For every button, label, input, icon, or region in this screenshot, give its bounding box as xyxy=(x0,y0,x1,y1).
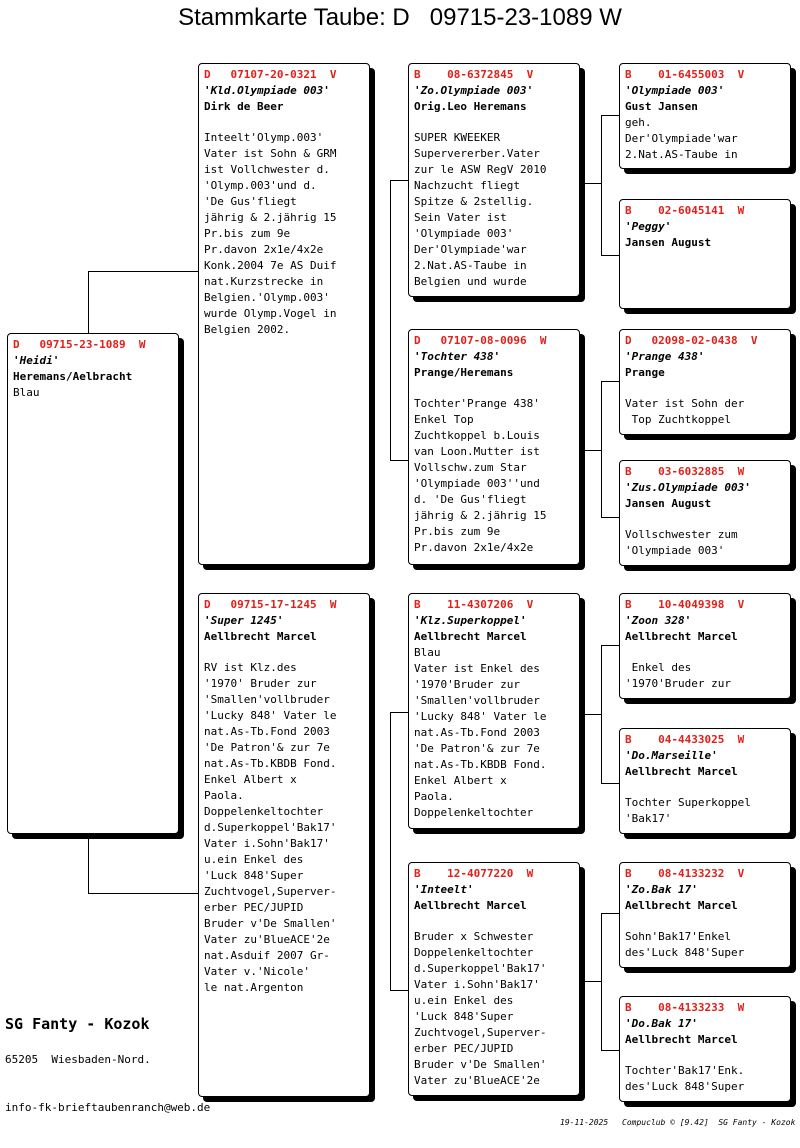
note-line: Blau xyxy=(13,386,40,399)
note-line: 'Luck 848'Super xyxy=(414,1010,514,1023)
note-line: Tochter'Prange 438' xyxy=(414,397,540,410)
connector-line xyxy=(390,180,410,181)
note-line: des'Luck 848'Super xyxy=(625,946,745,959)
spacer xyxy=(414,381,574,396)
note-line: Spitze & 2stellig. xyxy=(414,195,534,208)
ring-number: B 03-6032885 W xyxy=(625,465,745,478)
owner-name: Gust Jansen xyxy=(625,100,698,113)
note-line: geh. xyxy=(625,116,652,129)
ring-number: B 10-4049398 V xyxy=(625,598,745,611)
connector-line xyxy=(390,460,410,461)
owner-name: Aellbrecht Marcel xyxy=(625,765,738,778)
note-line: erber PEC/JUPID xyxy=(414,1042,514,1055)
note-line: d.Superkoppel'Bak17' xyxy=(204,821,337,834)
owner-name: Orig.Leo Heremans xyxy=(414,100,527,113)
ring-number: B 08-4133233 W xyxy=(625,1001,745,1014)
pigeon-card-mfm[interactable] xyxy=(619,728,791,834)
note-line: Doppelenkeltochter xyxy=(414,806,534,819)
pigeon-name: 'Peggy' xyxy=(625,220,672,233)
owner-name: Heremans/Aelbracht xyxy=(13,370,133,383)
note-line: d. 'De Gus'fliegt xyxy=(414,493,527,506)
spacer xyxy=(204,645,364,660)
note-line: van Loon.Mutter ist xyxy=(414,445,540,458)
pigeon-name: 'Do.Bak 17' xyxy=(625,1017,698,1030)
note-line: Top Zuchtkoppel xyxy=(625,413,731,426)
note-line: le nat.Argenton xyxy=(204,981,304,994)
note-line: 'Lucky 848' Vater le xyxy=(414,710,547,723)
note-line: Belgien.'Olymp.003' xyxy=(204,291,330,304)
connector-line xyxy=(601,645,621,646)
owner-name: Aellbrecht Marcel xyxy=(625,1033,738,1046)
note-line: nat.As-Tb.Fond 2003 xyxy=(204,725,330,738)
ring-number: D 09715-23-1089 W xyxy=(13,338,146,351)
note-line: Bruder v'De Smallen' xyxy=(204,917,337,930)
ring-number: B 04-4433025 W xyxy=(625,733,745,746)
note-line: Vater zu'BlueACE'2e xyxy=(204,933,330,946)
note-line: Bruder v'De Smallen' xyxy=(414,1058,547,1071)
connector-line xyxy=(390,712,410,713)
pigeon-card-fmf[interactable] xyxy=(619,329,791,435)
pigeon-name: 'Super 1245' xyxy=(204,614,284,627)
pigeon-card-mff[interactable] xyxy=(619,593,791,699)
note-line: Zuchtkoppel b.Louis xyxy=(414,429,540,442)
pigeon-name: 'Klz.Superkoppel' xyxy=(414,614,527,627)
note-line: Tochter'Bak17'Enk. xyxy=(625,1064,745,1077)
pigeon-card-father[interactable] xyxy=(198,63,370,565)
pigeon-name: 'Tochter 438' xyxy=(414,350,501,363)
note-line: Supervererber.Vater xyxy=(414,147,540,160)
note-line: Inteelt'Olymp.003' xyxy=(204,131,324,144)
connector-line xyxy=(390,180,391,461)
note-line: wurde Olymp.Vogel in xyxy=(204,307,337,320)
note-line: Vater ist Sohn & GRM xyxy=(204,147,337,160)
pigeon-name: 'Zo.Olympiade 003' xyxy=(414,84,534,97)
note-line: jährig & 2.jährig 15 xyxy=(414,509,547,522)
note-line: Der'Olympiade'war xyxy=(414,243,527,256)
note-line: 'Luck 848'Super xyxy=(204,869,304,882)
owner-name: Prange/Heremans xyxy=(414,366,514,379)
spacer xyxy=(625,645,785,660)
note-line: Enkel Albert x xyxy=(204,773,297,786)
spacer xyxy=(625,251,785,266)
pigeon-card-mother-father[interactable] xyxy=(408,593,580,829)
connector-line xyxy=(601,913,602,1051)
note-line: nat.As-Tb.Fond 2003 xyxy=(414,726,540,739)
note-line: Paola. xyxy=(204,789,244,802)
note-line: erber PEC/JUPID xyxy=(204,901,304,914)
owner-name: Aellbrecht Marcel xyxy=(625,630,738,643)
connector-line xyxy=(601,381,602,518)
ring-number: B 08-4133232 V xyxy=(625,867,745,880)
pigeon-name: 'Heidi' xyxy=(13,354,60,367)
owner-name: Prange xyxy=(625,366,665,379)
pigeon-name: 'Zo.Bak 17' xyxy=(625,883,698,896)
note-line: SUPER KWEEKER xyxy=(414,131,501,144)
pigeon-name: 'Kld.Olympiade 003' xyxy=(204,84,330,97)
pigeon-card-ffm[interactable] xyxy=(619,199,791,309)
owner-name: Aellbrecht Marcel xyxy=(414,899,527,912)
note-line: 'Olympiade 003' xyxy=(414,227,514,240)
note-line: Zuchtvogel,Superver- xyxy=(204,885,337,898)
note-line: u.ein Enkel des xyxy=(204,853,304,866)
connector-line xyxy=(580,183,601,184)
pigeon-card-mmf[interactable] xyxy=(619,862,791,968)
connector-line xyxy=(390,990,410,991)
note-line: nat.As-Tb.KBDB Fond. xyxy=(204,757,337,770)
spacer xyxy=(625,1048,785,1063)
note-line: des'Luck 848'Super xyxy=(625,1080,745,1093)
spacer xyxy=(625,381,785,396)
connector-line xyxy=(580,714,601,715)
note-line: 'Smallen'vollbruder xyxy=(414,694,540,707)
owner-name: Aellbrecht Marcel xyxy=(204,630,317,643)
pigeon-name: 'Zus.Olympiade 003' xyxy=(625,481,751,494)
note-line: Vollschwester zum xyxy=(625,528,738,541)
pigeon-card-subject[interactable] xyxy=(7,333,179,834)
connector-line xyxy=(390,712,391,991)
note-line: Der'Olympiade'war xyxy=(625,132,738,145)
spacer xyxy=(625,914,785,929)
connector-line xyxy=(88,271,200,272)
owner-name: Dirk de Beer xyxy=(204,100,284,113)
note-line: Konk.2004 7e AS Duif xyxy=(204,259,337,272)
note-line: nat.Asduif 2007 Gr- xyxy=(204,949,330,962)
note-line: 'De Patron'& zur 7e xyxy=(204,741,330,754)
note-line: 2.Nat.AS-Taube in xyxy=(625,148,738,161)
note-line: 'Olymp.003'und d. xyxy=(204,179,317,192)
note-line: Doppelenkeltochter xyxy=(204,805,324,818)
pigeon-card-mother-mother[interactable] xyxy=(408,862,580,1096)
owner-name: Aellbrecht Marcel xyxy=(625,899,738,912)
connector-line xyxy=(601,783,621,784)
ring-number: B 08-6372845 V xyxy=(414,68,534,81)
note-line: 'De Gus'fliegt xyxy=(204,195,297,208)
connector-line xyxy=(88,893,200,894)
note-line: RV ist Klz.des xyxy=(204,661,297,674)
ring-number: B 11-4307206 V xyxy=(414,598,534,611)
club-email[interactable]: info-fk-brieftaubenranch@web.de xyxy=(5,1101,211,1114)
spacer xyxy=(625,512,785,527)
note-line: ist Vollchwester d. xyxy=(204,163,330,176)
note-line: 'De Patron'& zur 7e xyxy=(414,742,540,755)
note-line: Pr.bis zum 9e xyxy=(204,227,291,240)
note-line: Enkel Albert x xyxy=(414,774,507,787)
spacer xyxy=(414,914,574,929)
software-credit: Compuclub © [9.42] SG Fanty - Kozok xyxy=(622,1118,796,1127)
spacer xyxy=(414,115,574,130)
pigeon-card-mother[interactable] xyxy=(198,593,370,1097)
owner-name: Aellbrecht Marcel xyxy=(414,630,527,643)
note-line: Enkel Top xyxy=(414,413,474,426)
page-title: Stammkarte Taube: D 09715-23-1089 W xyxy=(178,4,622,31)
spacer xyxy=(204,115,364,130)
connector-line xyxy=(601,115,621,116)
note-line: Vater v.'Nicole' xyxy=(204,965,310,978)
club-name: SG Fanty - Kozok xyxy=(5,1015,150,1033)
connector-line xyxy=(601,913,621,914)
note-line: '1970'Bruder zur xyxy=(625,677,731,690)
pigeon-name: 'Olympiade 003' xyxy=(625,84,725,97)
connector-line xyxy=(601,255,621,256)
note-line: 'Bak17' xyxy=(625,812,672,825)
note-line: 2.Nat.AS-Taube in xyxy=(414,259,527,272)
note-line: Vater zu'BlueACE'2e xyxy=(414,1074,540,1087)
note-line: Vater i.Sohn'Bak17' xyxy=(204,837,330,850)
note-line: Zuchtvogel,Superver- xyxy=(414,1026,547,1039)
note-line: zur le ASW RegV 2010 xyxy=(414,163,547,176)
ring-number: D 09715-17-1245 W xyxy=(204,598,337,611)
note-line: Paola. xyxy=(414,790,454,803)
note-line: 'Smallen'vollbruder xyxy=(204,693,330,706)
pigeon-name: 'Do.Marseille' xyxy=(625,749,718,762)
note-line: Belgien 2002. xyxy=(204,323,291,336)
note-line: Nachzucht fliegt xyxy=(414,179,520,192)
connector-line xyxy=(88,834,89,894)
pigeon-card-fff[interactable] xyxy=(619,63,791,169)
note-line: Vater i.Sohn'Bak17' xyxy=(414,978,540,991)
note-line: Pr.davon 2x1e/4x2e xyxy=(414,541,534,554)
ring-number: B 12-4077220 W xyxy=(414,867,534,880)
connector-line xyxy=(88,271,89,333)
connector-line xyxy=(601,517,621,518)
ring-number: B 02-6045141 W xyxy=(625,204,745,217)
note-line: u.ein Enkel des xyxy=(414,994,514,1007)
note-line: 'Lucky 848' Vater le xyxy=(204,709,337,722)
pigeon-card-fmm[interactable] xyxy=(619,460,791,566)
connector-line xyxy=(580,981,601,982)
note-line: Bruder x Schwester xyxy=(414,930,534,943)
pigeon-name: 'Inteelt' xyxy=(414,883,474,896)
note-line: d.Superkoppel'Bak17' xyxy=(414,962,547,975)
pigeon-name: 'Prange 438' xyxy=(625,350,705,363)
ring-number: B 01-6455003 V xyxy=(625,68,745,81)
note-line: '1970'Bruder zur xyxy=(414,678,520,691)
connector-line xyxy=(601,1050,621,1051)
pigeon-card-father-father[interactable] xyxy=(408,63,580,297)
pigeon-card-father-mother[interactable] xyxy=(408,329,580,565)
spacer xyxy=(625,780,785,795)
connector-line xyxy=(601,645,602,784)
note-line: Vater ist Sohn der xyxy=(625,397,745,410)
ring-number: D 02098-02-0438 V xyxy=(625,334,758,347)
note-line: 'Olympiade 003''und xyxy=(414,477,540,490)
pigeon-name: 'Zoon 328' xyxy=(625,614,692,627)
pigeon-card-mmm[interactable] xyxy=(619,996,791,1102)
club-address: 65205 Wiesbaden-Nord. xyxy=(5,1053,151,1066)
note-line: '1970' Bruder zur xyxy=(204,677,317,690)
owner-name: Jansen August xyxy=(625,497,712,510)
ring-number: D 07107-20-0321 V xyxy=(204,68,337,81)
note-line: Sein Vater ist xyxy=(414,211,507,224)
connector-line xyxy=(580,450,601,451)
note-line: Vater ist Enkel des xyxy=(414,662,540,675)
print-date: 19-11-2025 xyxy=(560,1118,609,1127)
note-line: Pr.bis zum 9e xyxy=(414,525,501,538)
note-line: Blau xyxy=(414,646,441,659)
note-line: Belgien und wurde xyxy=(414,275,527,288)
note-line: Sohn'Bak17'Enkel xyxy=(625,930,731,943)
note-line: nat.As-Tb.KBDB Fond. xyxy=(414,758,547,771)
owner-name: Jansen August xyxy=(625,236,712,249)
note-line: Doppelenkeltochter xyxy=(414,946,534,959)
note-line: Pr.davon 2x1e/4x2e xyxy=(204,243,324,256)
note-line: Vollschw.zum Star xyxy=(414,461,527,474)
connector-line xyxy=(601,115,602,256)
note-line: Enkel des xyxy=(625,661,692,674)
note-line: 'Olympiade 003' xyxy=(625,544,725,557)
note-line: nat.Kurzstrecke in xyxy=(204,275,324,288)
note-line: jährig & 2.jährig 15 xyxy=(204,211,337,224)
note-line: Tochter Superkoppel xyxy=(625,796,751,809)
ring-number: D 07107-08-0096 W xyxy=(414,334,547,347)
connector-line xyxy=(601,381,621,382)
